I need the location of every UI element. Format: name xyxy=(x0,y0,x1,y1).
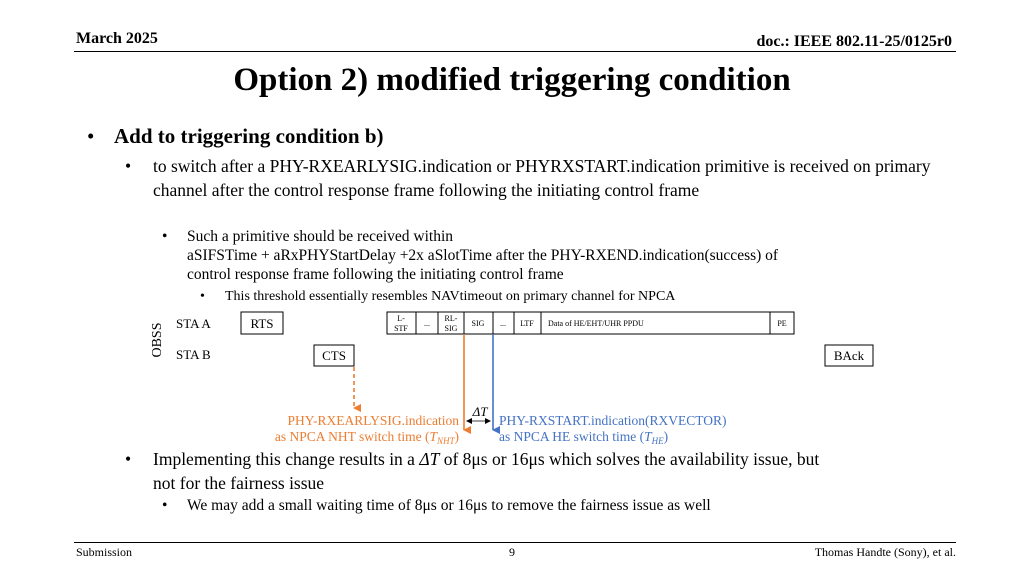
back-frame xyxy=(825,345,873,366)
footer-page-number: 9 xyxy=(509,545,515,559)
slide-title: Option 2) modified triggering condition xyxy=(233,62,791,98)
bullet-text-pre: Implementing this change results in a xyxy=(153,449,420,469)
bullet-text: We may add a small waiting time of 8μs or 16μs to remove the fairness issue as well xyxy=(187,497,711,514)
bullet-dot-icon: • xyxy=(200,289,205,304)
early-sig-sub: NHT xyxy=(436,436,455,446)
bullet-text: to switch after a PHY-RXEARLYSIG.indication or PHYRXSTART.indication primitive is received on primary channel after the control response frame following the initiating control frame xyxy=(153,156,931,200)
rxstart-label-text: as NPCA HE switch time ( xyxy=(499,429,645,444)
bullet-dot-icon: • xyxy=(125,449,132,469)
delta-t-inline: ΔT xyxy=(419,449,440,469)
bullet-text-line3: control response frame following the initiating control frame xyxy=(187,266,564,283)
sta-b-label: STA B xyxy=(176,347,211,362)
delta-t-label: ΔT xyxy=(472,404,488,419)
field-data: Data of HE/EHT/UHR PPDU xyxy=(548,319,644,328)
bullet-dot-icon: • xyxy=(162,228,168,245)
bullet-text-line2: not for the fairness issue xyxy=(153,473,325,493)
footer-rule xyxy=(74,542,956,543)
rxstart-label-line1: PHY-RXSTART.indication(RXVECTOR) xyxy=(499,413,727,428)
rxstart-end: ) xyxy=(663,429,669,444)
bullet-dot-icon: • xyxy=(162,497,168,514)
bullet-text-line1: Such a primitive should be received within xyxy=(187,228,454,245)
rts-label: RTS xyxy=(250,316,274,331)
cts-label: CTS xyxy=(322,348,346,363)
bullet-text: Add to triggering condition b) xyxy=(114,124,384,148)
bullet-text-post: of 8μs or 16μs which solves the availability issue, but xyxy=(439,449,820,469)
early-sig-end: ) xyxy=(454,429,459,444)
field-l-stf-top: L- xyxy=(397,314,405,323)
early-sig-label-line1: PHY-RXEARLYSIG.indication xyxy=(287,413,459,428)
rts-frame xyxy=(241,312,283,334)
early-sig-label-line2 xyxy=(275,429,459,446)
field-pe: PE xyxy=(777,319,787,328)
ppdu-frame xyxy=(387,312,794,334)
field-ltf: LTF xyxy=(520,319,534,328)
back-label: BAck xyxy=(833,348,865,363)
bullet-level2-implementing xyxy=(125,447,933,495)
field-rl-sig-bottom: SIG xyxy=(444,324,458,333)
field-sig: SIG xyxy=(471,319,485,328)
early-sig-label-text: as NPCA NHT switch time ( xyxy=(274,429,430,444)
rxstart-var: T xyxy=(644,429,652,444)
obss-label: OBSS xyxy=(150,322,165,358)
footer-author: Thomas Handte (Sony), et al. xyxy=(814,545,956,559)
rxstart-label-line2 xyxy=(499,429,668,446)
bullet-dot-icon: • xyxy=(125,156,132,176)
bullet-text: This threshold essentially resembles NAVtimeout on primary channel for NPCA xyxy=(225,289,676,304)
bullet-dot-icon: • xyxy=(87,124,95,148)
early-sig-var: T xyxy=(429,429,437,444)
rxstart-sub: HE xyxy=(651,436,664,446)
header-date: March 2025 xyxy=(76,30,158,47)
bullet-level3-waiting xyxy=(162,496,907,515)
footer-submission: Submission xyxy=(76,545,133,559)
field-rl-sig-top: RL- xyxy=(444,314,458,323)
field-dots-2: ... xyxy=(500,319,506,328)
bullet-text-line2: aSIFSTime + aRxPHYStartDelay +2x aSlotTime after the PHY-RXEND.indication(success) of xyxy=(187,247,779,264)
sta-a-label: STA A xyxy=(176,316,211,331)
cts-frame xyxy=(314,345,354,366)
field-l-stf-bottom: STF xyxy=(394,324,408,333)
header-doc-id: doc.: IEEE 802.11-25/0125r0 xyxy=(756,33,952,50)
field-dots-1: ... xyxy=(424,319,430,328)
